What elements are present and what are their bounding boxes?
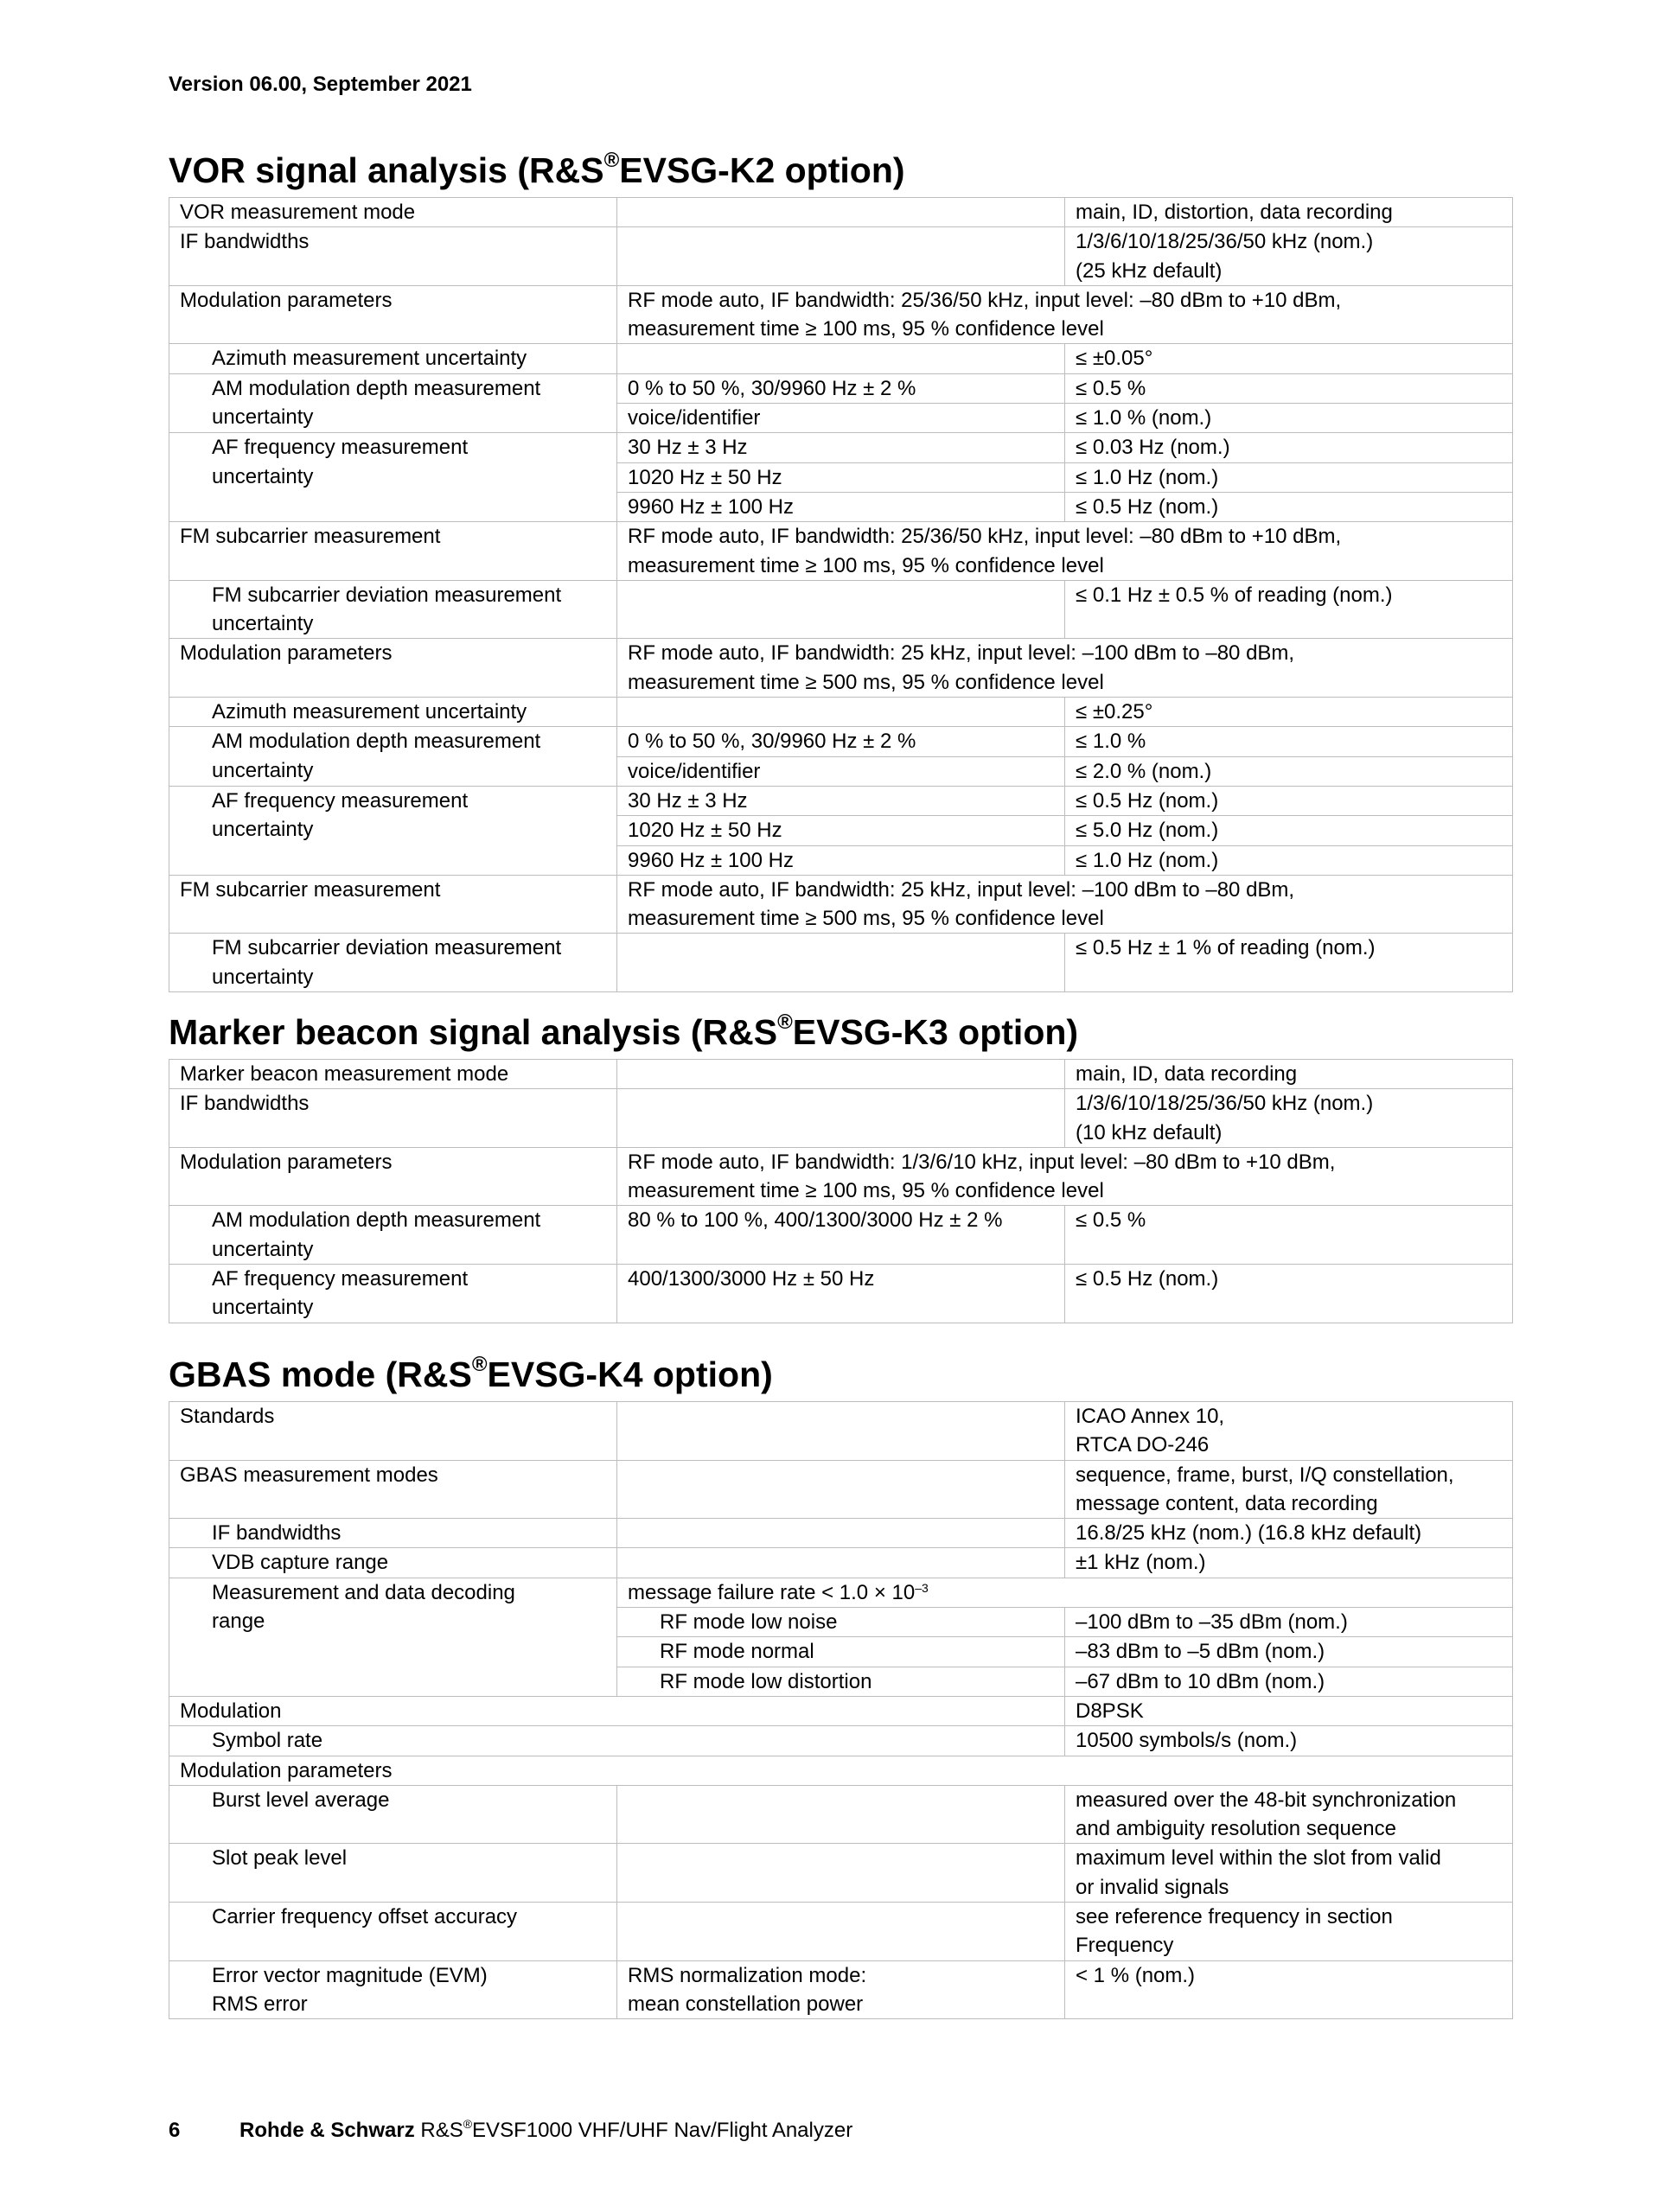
table-row: Carrier frequency offset accuracy see reference frequency in section Frequency — [169, 1903, 1513, 1961]
vor-section-title: VOR signal analysis (R&S®EVSG-K2 option) — [169, 149, 905, 190]
page-footer — [169, 2119, 852, 2143]
table-row: Burst level average measured over the 48-bit synchronization and ambiguity resolution sequence — [169, 1785, 1513, 1844]
gbas-section — [169, 1353, 1512, 2019]
table-row: 1020 Hz ± 50 Hz ≤ 1.0 Hz (nom.) — [169, 462, 1513, 492]
table-row: Modulation parameters RF mode auto, IF bandwidth: 25 kHz, input level: –100 dBm to –80 dBm, measurement time ≥ 500 ms, 95 % confidence level — [169, 639, 1513, 698]
table-row: Modulation parameters RF mode auto, IF bandwidth: 25/36/50 kHz, input level: –80 dBm to +10 dBm, measurement time ≥ 100 ms, 95 % confidence level — [169, 285, 1513, 344]
table-row: FM subcarrier measurement RF mode auto, IF bandwidth: 25 kHz, input level: –100 dBm to –80 dBm, measurement time ≥ 500 ms, 95 % confidence level — [169, 875, 1513, 934]
marker-spec-table — [169, 1059, 1513, 1323]
table-row: 9960 Hz ± 100 Hz ≤ 1.0 Hz (nom.) — [169, 845, 1513, 875]
table-row: AF frequency measurement uncertainty 30 Hz ± 3 Hz ≤ 0.03 Hz (nom.) — [169, 433, 1513, 462]
table-row: IF bandwidths 1/3/6/10/18/25/36/50 kHz (nom.) (10 kHz default) — [169, 1089, 1513, 1148]
vor-section — [169, 149, 1512, 992]
marker-section-title: Marker beacon signal analysis (R&S®EVSG-K3 option) — [169, 1010, 1079, 1052]
table-row: RF mode low noise –100 dBm to –35 dBm (nom.) — [169, 1608, 1513, 1637]
table-row: GBAS measurement modes sequence, frame, burst, I/Q constellation, message content, data recording — [169, 1460, 1513, 1519]
gbas-spec-table — [169, 1401, 1513, 2019]
table-row: Azimuth measurement uncertainty ≤ ±0.25° — [169, 698, 1513, 727]
table-row: FM subcarrier measurement RF mode auto, IF bandwidth: 25/36/50 kHz, input level: –80 dBm to +10 dBm, measurement time ≥ 100 ms, 95 % confidence level — [169, 522, 1513, 581]
table-row: Symbol rate 10500 symbols/s (nom.) — [169, 1726, 1513, 1756]
table-row: Marker beacon measurement mode main, ID, data recording — [169, 1060, 1513, 1089]
table-row: Error vector magnitude (EVM) RMS error RMS normalization mode: mean constellation power < 1 % (nom.) — [169, 1960, 1513, 2019]
table-row: Modulation D8PSK — [169, 1696, 1513, 1725]
table-row: AM modulation depth measurement uncertainty 0 % to 50 %, 30/9960 Hz ± 2 % ≤ 1.0 % — [169, 727, 1513, 756]
product-name: R&S®EVSF1000 VHF/UHF Nav/Flight Analyzer — [414, 2117, 853, 2142]
table-row: RF mode normal –83 dBm to –5 dBm (nom.) — [169, 1637, 1513, 1667]
table-row: Modulation parameters RF mode auto, IF bandwidth: 1/3/6/10 kHz, input level: –80 dBm to +10 dBm, measurement time ≥ 100 ms, 95 % confidence level — [169, 1147, 1513, 1206]
gbas-section-title: GBAS mode (R&S®EVSG-K4 option) — [169, 1353, 773, 1394]
table-row: Slot peak level maximum level within the slot from valid or invalid signals — [169, 1844, 1513, 1903]
table-row: FM subcarrier deviation measurement uncertainty ≤ 0.5 Hz ± 1 % of reading (nom.) — [169, 934, 1513, 992]
table-row: Azimuth measurement uncertainty ≤ ±0.05° — [169, 344, 1513, 373]
table-row: AM modulation depth measurement uncertainty 0 % to 50 %, 30/9960 Hz ± 2 % ≤ 0.5 % — [169, 373, 1513, 403]
page-number: 6 — [169, 2119, 181, 2142]
vor-spec-table — [169, 197, 1513, 992]
table-row: voice/identifier ≤ 2.0 % (nom.) — [169, 756, 1513, 786]
table-row: Modulation parameters — [169, 1756, 1513, 1785]
table-row: IF bandwidths 1/3/6/10/18/25/36/50 kHz (nom.) (25 kHz default) — [169, 227, 1513, 286]
table-row: VDB capture range ±1 kHz (nom.) — [169, 1548, 1513, 1578]
company-name: Rohde & Schwarz — [239, 2119, 415, 2142]
table-row: IF bandwidths 16.8/25 kHz (nom.) (16.8 kHz default) — [169, 1519, 1513, 1548]
table-row: Measurement and data decoding range message failure rate < $1.0 \times 10^{-3}$ — [169, 1578, 1513, 1607]
table-row: 1020 Hz ± 50 Hz ≤ 5.0 Hz (nom.) — [169, 816, 1513, 845]
table-row: AF frequency measurement uncertainty 400/1300/3000 Hz ± 50 Hz ≤ 0.5 Hz (nom.) — [169, 1265, 1513, 1323]
table-row: AM modulation depth measurement uncertainty 80 % to 100 %, 400/1300/3000 Hz ± 2 % ≤ 0.5 % — [169, 1206, 1513, 1265]
table-row: voice/identifier ≤ 1.0 % (nom.) — [169, 404, 1513, 433]
version-line: Version 06.00, September 2021 — [169, 73, 472, 96]
table-row: Standards ICAO Annex 10, RTCA DO-246 — [169, 1402, 1513, 1461]
table-row: RF mode low distortion –67 dBm to 10 dBm (nom.) — [169, 1667, 1513, 1696]
marker-section — [169, 1010, 1512, 1323]
table-row: VOR measurement mode main, ID, distortion, data recording — [169, 198, 1513, 227]
table-row: AF frequency measurement uncertainty 30 Hz ± 3 Hz ≤ 0.5 Hz (nom.) — [169, 786, 1513, 815]
table-row: 9960 Hz ± 100 Hz ≤ 0.5 Hz (nom.) — [169, 492, 1513, 521]
table-row: FM subcarrier deviation measurement uncertainty ≤ 0.1 Hz ± 0.5 % of reading (nom.) — [169, 580, 1513, 639]
